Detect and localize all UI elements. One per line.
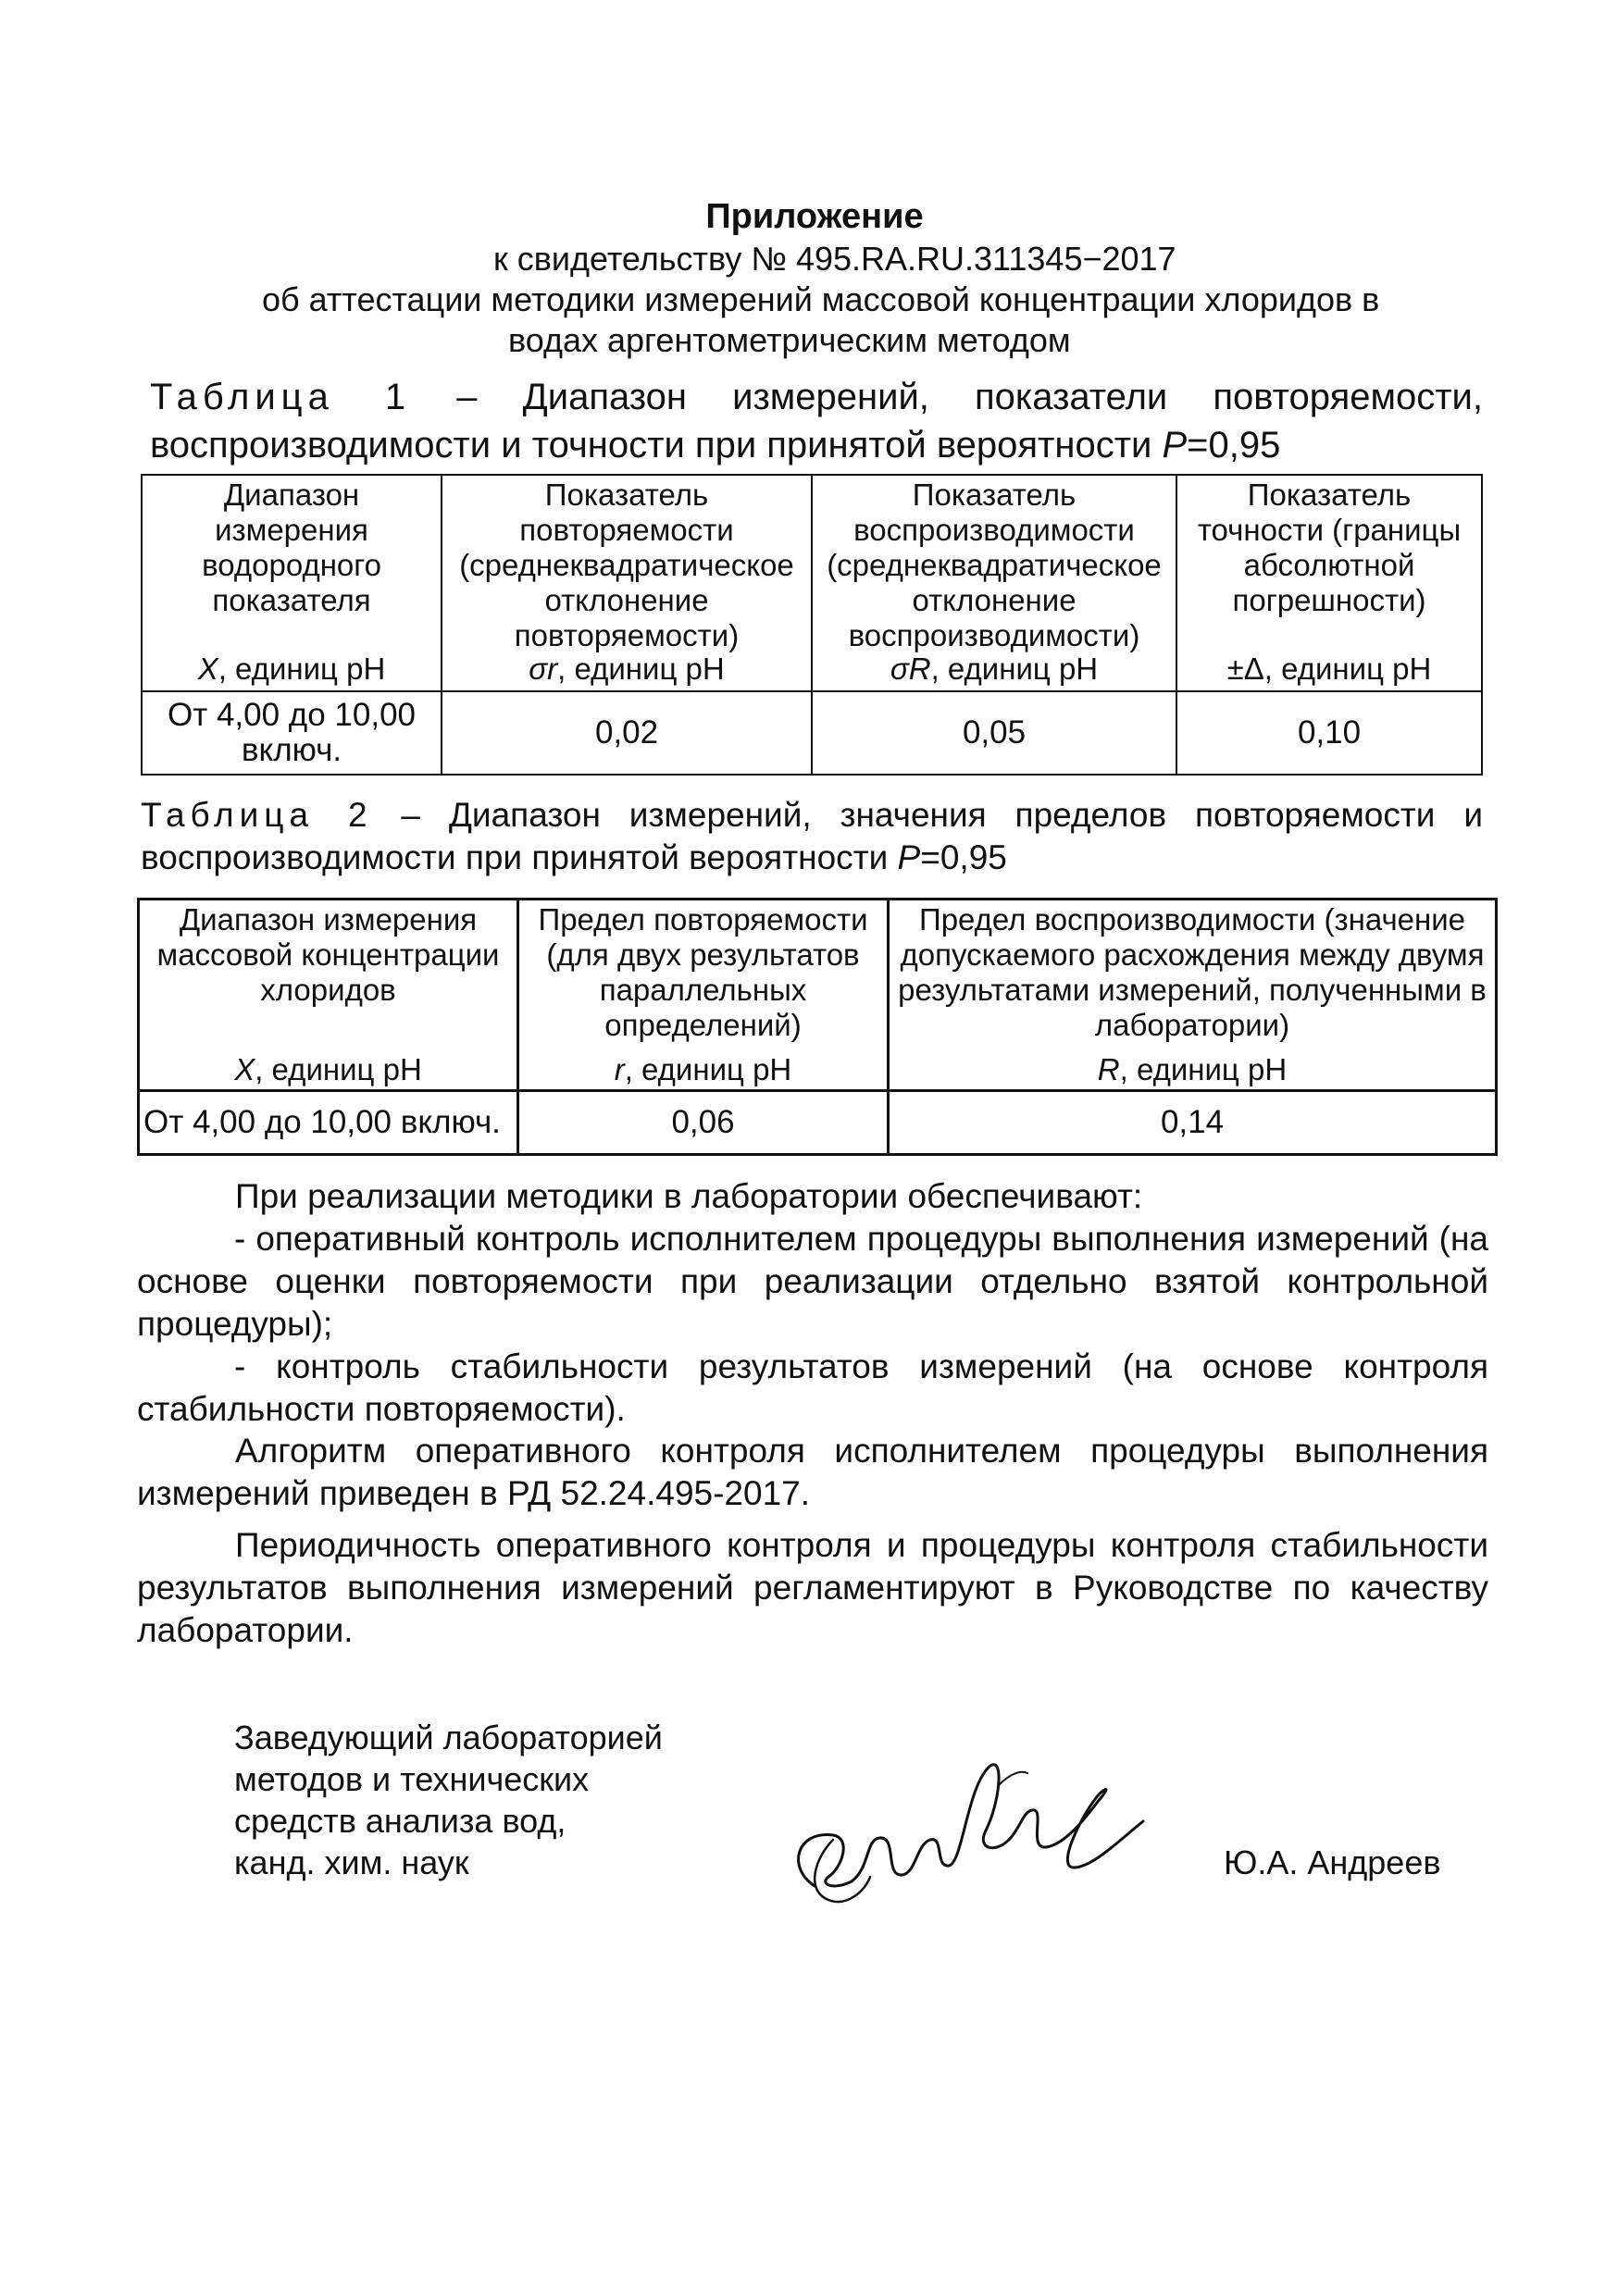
table2-col3-unit-text: , единиц pH bbox=[1119, 1052, 1288, 1086]
table1-col1-unit bbox=[143, 652, 441, 687]
table1-col4-label: Показатель точности (границы абсолютной погрешности) bbox=[1197, 478, 1462, 617]
table1-cell: 0,10 bbox=[1176, 691, 1482, 775]
table1-col4-unit-text: , единиц pH bbox=[1263, 652, 1432, 686]
requirement-item: - оперативный контроль исполнителем процедуры выполнения измерений (на основе оценки повторяемости при реализации отдельно взятой контрольной процедуры); bbox=[137, 1220, 1488, 1343]
table1-header-row bbox=[142, 475, 1482, 691]
table2 bbox=[137, 898, 1498, 1156]
table1-header-cell bbox=[1176, 475, 1482, 691]
table2-col3-unit bbox=[890, 1052, 1495, 1087]
certificate-reference: к свидетельству № 495.RA.RU.311345−2017 bbox=[493, 240, 1176, 278]
table1-col2-unit-text: , единиц pH bbox=[557, 652, 725, 686]
table1-col3-unit bbox=[813, 652, 1176, 687]
table2-col3-unit-symbol: R bbox=[1097, 1052, 1120, 1086]
table2-caption-value: =0,95 bbox=[920, 838, 1007, 876]
table1-col2-unit bbox=[442, 652, 811, 687]
signatory-position-line: Заведующий лабораторией bbox=[234, 1719, 663, 1756]
table2-col2-unit-symbol: r bbox=[614, 1052, 625, 1086]
table1-col1-label: Диапазон измерения водородного показателя bbox=[202, 478, 381, 617]
table2-header-cell bbox=[518, 900, 889, 1091]
table1-col1-unit-symbol: X bbox=[197, 652, 218, 686]
requirement-item: - контроль стабильности результатов измерений (на основе контроля стабильности повторяемости). bbox=[137, 1347, 1488, 1428]
table1-col2-unit-symbol: σr bbox=[529, 652, 558, 686]
table1-caption-text: – Диапазон измерений, показатели повторяемости, воспроизводимости и точности при принятой вероятности bbox=[150, 377, 1483, 465]
table2-caption-text: – Диапазон измерений, значения пределов повторяемости и воспроизводимости при принятой вероятности bbox=[141, 796, 1483, 876]
table2-col1-unit bbox=[140, 1052, 517, 1087]
table1-header-cell bbox=[142, 475, 442, 691]
table2-caption-p: P bbox=[897, 838, 921, 876]
signatory-position-line: средств анализа вод, bbox=[234, 1802, 566, 1840]
table1-row bbox=[142, 691, 1482, 775]
signatory-position-line: методов и технических bbox=[234, 1760, 590, 1798]
table1-cell: 0,05 bbox=[812, 691, 1176, 775]
signatory-name: Ю.А. Андреев bbox=[1224, 1843, 1441, 1881]
header-subtitle-line2: водах аргентометрическим методом bbox=[508, 321, 1071, 359]
table1-caption-p: P bbox=[1162, 425, 1188, 465]
table1-caption bbox=[150, 373, 1483, 469]
table1-col1-unit-text: , единиц pH bbox=[218, 652, 386, 686]
table2-col2-unit bbox=[519, 1052, 887, 1087]
periodicity-paragraph: Периодичность оперативного контроля и процедуры контроля стабильности результатов выполнения измерений регламентируют в Руководстве по качеству лаборатории. bbox=[137, 1526, 1488, 1649]
signatory-position-line: канд. хим. наук bbox=[234, 1843, 469, 1881]
table2-header-row bbox=[139, 900, 1497, 1091]
table1-caption-value: =0,95 bbox=[1187, 425, 1281, 465]
table2-col1-unit-text: , единиц pH bbox=[255, 1052, 422, 1086]
table1-caption-label: Таблица 1 bbox=[150, 377, 412, 417]
appendix-title: Приложение bbox=[705, 197, 924, 236]
table2-header-cell bbox=[889, 900, 1497, 1091]
table2-row bbox=[139, 1091, 1497, 1155]
table2-col3-label: Предел воспроизводимости (значение допускаемого расхождения между двумя результатами измерений, полученными в лаборатории) bbox=[898, 902, 1487, 1042]
handwritten-signature-icon bbox=[778, 1729, 1148, 1914]
table1-col4-unit-symbol: ±Δ bbox=[1226, 652, 1264, 686]
table2-cell: 0,06 bbox=[518, 1091, 889, 1155]
table1-cell: От 4,00 до 10,00 включ. bbox=[142, 691, 442, 775]
table1-col3-unit-text: , единиц pH bbox=[930, 652, 1099, 686]
table1 bbox=[141, 474, 1483, 776]
table2-col2-unit-text: , единиц pH bbox=[624, 1052, 792, 1086]
table1-col4-unit bbox=[1177, 652, 1481, 687]
table1-col3-unit-symbol: σR bbox=[890, 652, 931, 686]
table2-caption-label: Таблица 2 bbox=[141, 796, 373, 834]
table2-cell: 0,14 bbox=[889, 1091, 1497, 1155]
table1-col2-label: Показатель повторяемости (среднеквадратическое отклонение повторяемости) bbox=[459, 478, 794, 652]
algorithm-paragraph: Алгоритм оперативного контроля исполнителем процедуры выполнения измерений приведен в РД 52.24.495-2017. bbox=[137, 1432, 1488, 1512]
table2-caption bbox=[141, 794, 1483, 879]
signatory-position bbox=[234, 1717, 663, 1883]
table1-cell: 0,02 bbox=[442, 691, 812, 775]
table2-col1-label: Диапазон измерения массовой концентрации хлоридов bbox=[156, 902, 500, 1007]
header-subtitle-line1: об аттестации методики измерений массовой концентрации хлоридов в bbox=[262, 280, 1380, 318]
table2-col1-unit-symbol: X bbox=[234, 1052, 255, 1086]
table2-cell: От 4,00 до 10,00 включ. bbox=[139, 1091, 518, 1155]
requirements-section bbox=[137, 1175, 1488, 1431]
table1-header-cell bbox=[442, 475, 812, 691]
table1-col3-label: Показатель воспроизводимости (среднеквадратическое отклонение воспроизводимости) bbox=[827, 478, 1162, 652]
table1-header-cell bbox=[812, 475, 1176, 691]
requirements-intro: При реализации методики в лаборатории обеспечивают: bbox=[235, 1177, 1143, 1215]
table2-col2-label: Предел повторяемости (для двух результатов параллельных определений) bbox=[538, 902, 868, 1042]
table2-header-cell bbox=[139, 900, 518, 1091]
